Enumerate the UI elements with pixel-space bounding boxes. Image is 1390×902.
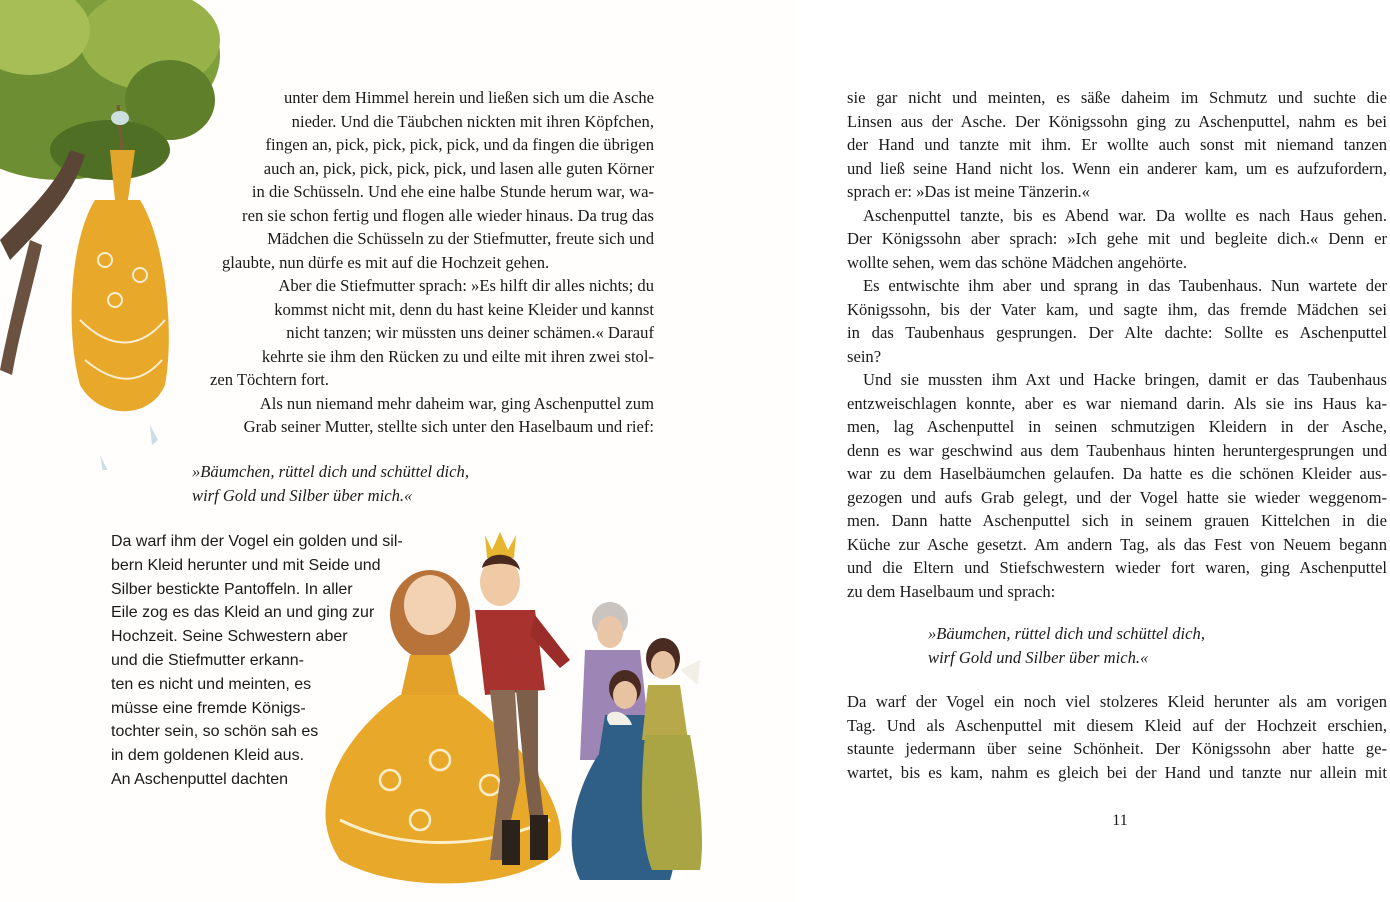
verse-line: »Bäumchen, rüttel dich und schüttel dich, bbox=[192, 462, 469, 481]
text-line: Aber die Stiefmutter sprach: »Es hilft dir alles nichts; du bbox=[278, 276, 654, 295]
stepsister-green-figure bbox=[642, 638, 702, 870]
text-line: Als nun niemand mehr daheim war, ging Aschenputtel zum bbox=[259, 393, 654, 413]
text-line: Linsen aus der Asche. Der Königssohn ging zu Aschenputtel, nahm es bei bbox=[847, 111, 1387, 131]
text-line: unter dem Himmel herein und ließen sich um die Asche bbox=[283, 88, 654, 107]
text-line: zu dem Haselbaum und sprach: bbox=[847, 581, 1056, 601]
text-line: in die Schüsseln. Und ehe eine halbe Stunde herum war, wa- bbox=[251, 182, 654, 201]
text-line: Hochzeit. Seine Schwestern aber bbox=[111, 628, 348, 646]
text-line: Da warf der Vogel ein noch viel stolzeres Kleid herunter als am vorigen bbox=[847, 692, 1387, 711]
slippers bbox=[100, 425, 158, 470]
text-line: der Hand und tanzte mit ihm. Er wollte auch sonst mit niemand tanzen bbox=[847, 135, 1387, 154]
right-main-text bbox=[847, 86, 1387, 603]
text-line: Aschenputtel tanzte, bis es Abend war. Da wollte es nach Haus gehen. bbox=[863, 205, 1387, 225]
text-line: nicht tanzen; wir müssten uns deiner schämen.« Darauf bbox=[286, 323, 654, 342]
text-line: Mädchen die Schüsseln zu der Stiefmutter, freute sich und bbox=[267, 229, 654, 248]
text-line: in dem goldenen Kleid aus. bbox=[111, 747, 305, 765]
tree-trunk bbox=[0, 150, 85, 375]
text-line: nieder. Und die Täubchen nickten mit ihren Köpfchen, bbox=[291, 111, 654, 131]
text-line: men, lag Aschenputtel in seinen schmutzigen Kleidern in der Asche, bbox=[847, 417, 1387, 436]
text-line: bern Kleid herunter und mit Seide und bbox=[111, 556, 381, 574]
ball-scene-illustration bbox=[280, 520, 720, 900]
text-line: zen Töchtern fort. bbox=[210, 370, 330, 389]
paragraph-1 bbox=[196, 86, 654, 274]
text-line: auch an, pick, pick, pick, pick, und lasen alle guten Körner bbox=[263, 158, 654, 178]
text-line: fingen an, pick, pick, pick, pick, und da fingen die übrigen bbox=[265, 135, 654, 154]
text-line: müsse eine fremde Königs- bbox=[111, 699, 306, 717]
text-line: in das Taubenhaus gesprungen. Der Alte dachte: Sollte es Aschenputtel bbox=[847, 323, 1387, 342]
text-line: Eile zog es das Kleid an und ging zur bbox=[111, 604, 375, 622]
verse-right bbox=[928, 622, 1288, 670]
text-line: An Aschenputtel dachten bbox=[111, 770, 289, 788]
text-line: kehrte sie ihm den Rücken zu und eilte mit ihren zwei stol- bbox=[261, 346, 654, 366]
text-line: Und sie mussten ihm Axt und Hacke bringen, damit er das Taubenhaus bbox=[863, 370, 1387, 389]
text-line: Es entwischte ihm aber und sprang in das Taubenhaus. Nun wartete der bbox=[863, 276, 1387, 295]
text-line: wartet, bis es kam, nahm es gleich bei der Hand und tanzte nur allein mit bbox=[847, 762, 1387, 782]
text-line: Silber bestickte Pantoffeln. In aller bbox=[111, 580, 353, 598]
text-line: entzweischlagen konnte, aber es war niemand darin. Als sie ins Haus ka- bbox=[847, 393, 1387, 413]
text-line: men. Dann hatte Aschenputtel sich in seinem grauen Kittelchen in die bbox=[847, 511, 1387, 530]
text-line: Königssohn, bis der Vater kam, und sagte ihm, das fremde Mädchen sei bbox=[847, 299, 1387, 319]
text-line: tochter sein, so schön sah es bbox=[111, 723, 319, 741]
left-main-text bbox=[196, 86, 654, 439]
text-line: war zu dem Haselbäumchen gelaufen. Da hatte es die schönen Kleider aus- bbox=[847, 464, 1387, 483]
text-line: Der Königssohn aber sprach: »Ich gehe mit und begleite dich.« Denn er bbox=[847, 229, 1387, 248]
text-line: und ließ seine Hand nicht los. Wenn ein anderer kam, um es aufzufordern, bbox=[847, 158, 1387, 178]
page-number: 11 bbox=[1112, 812, 1128, 829]
text-line: gezogen und aufs Grab gelegt, und der Vogel hatte sie wieder weggenom- bbox=[847, 487, 1387, 507]
paragraph-3 bbox=[196, 392, 654, 439]
verse-line: wirf Gold und Silber über mich.« bbox=[928, 648, 1149, 667]
text-line: wollte sehen, wem das schöne Mädchen angehörte. bbox=[847, 252, 1188, 272]
text-line: Da warf ihm der Vogel ein golden und sil- bbox=[111, 533, 403, 550]
text-line: Tag. Und als Aschenputtel mit diesem Kleid auf der Hochzeit erschien, bbox=[847, 715, 1387, 735]
verse-line: »Bäumchen, rüttel dich und schüttel dich, bbox=[928, 624, 1205, 643]
text-line: Grab seiner Mutter, stellte sich unter den Haselbaum und rief: bbox=[243, 417, 654, 436]
tree-foliage bbox=[0, 0, 220, 180]
verse-line: wirf Gold und Silber über mich.« bbox=[192, 486, 413, 505]
text-line: sprach er: »Das ist meine Tänzerin.« bbox=[847, 182, 1090, 201]
text-line: glaubte, nun dürfe es mit auf die Hochzeit gehen. bbox=[222, 252, 550, 272]
text-line: sie gar nicht und meinten, es säße daheim im Schmutz und suchte die bbox=[847, 88, 1387, 107]
text-line: ren sie schon fertig und flogen alle wieder hinaus. Da trug das bbox=[242, 205, 654, 225]
paragraph-2 bbox=[196, 274, 654, 392]
text-line: und die Stiefmutter erkann- bbox=[111, 651, 304, 669]
text-line: Küche zur Asche gesetzt. Am andern Tag, als das Fest von Neuem begann bbox=[847, 534, 1387, 554]
right-bottom-text bbox=[847, 690, 1387, 784]
text-line: und die Eltern und Stiefschwestern wieder fort waren, ging Aschenputtel bbox=[847, 558, 1387, 577]
text-line: kommst nicht mit, denn du hast keine Kleider und kannst bbox=[274, 299, 654, 319]
text-line: denn es war geschwind aus dem Taubenhaus hinten heruntergesprungen und bbox=[847, 440, 1387, 460]
text-line: sein? bbox=[847, 346, 882, 366]
text-line: ten es nicht und meinten, es bbox=[111, 675, 312, 693]
text-line: staunte jedermann über seine Schönheit. Der Königssohn aber hatte ge- bbox=[847, 739, 1387, 758]
verse-left bbox=[192, 460, 552, 508]
